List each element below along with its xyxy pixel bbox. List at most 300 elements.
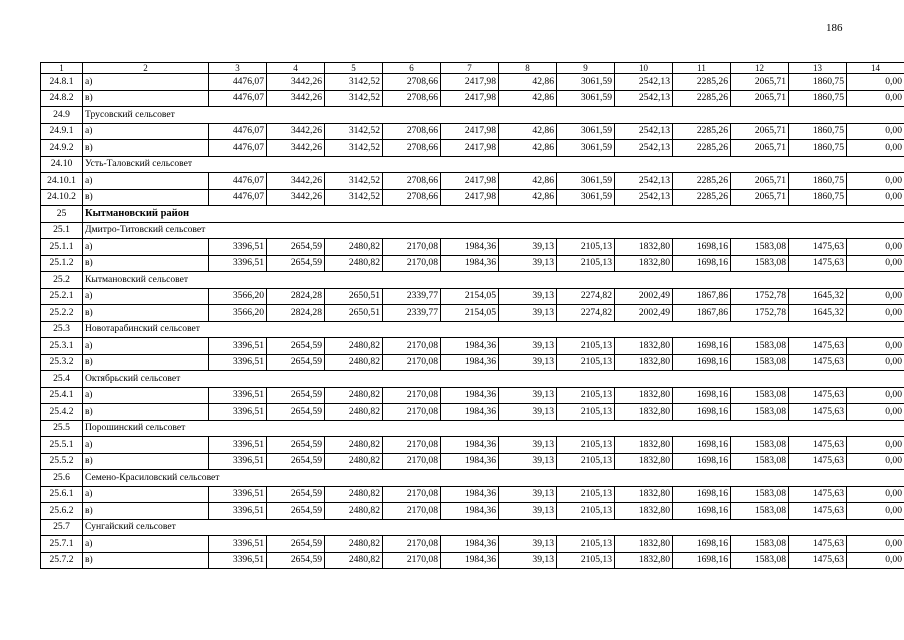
value-cell: 2417,98 <box>441 123 499 140</box>
value-cell: 1984,36 <box>441 437 499 454</box>
value-cell: 2170,08 <box>383 354 441 371</box>
value-cell: 3142,52 <box>325 189 383 206</box>
value-cell: 3566,20 <box>209 305 267 322</box>
value-cell: 2170,08 <box>383 239 441 256</box>
value-cell: 2708,66 <box>383 90 441 107</box>
value-cell: 3442,26 <box>267 140 325 157</box>
value-cell: 2105,13 <box>557 338 615 355</box>
row-code: 24.9.1 <box>41 123 83 140</box>
column-header: 11 <box>673 63 731 74</box>
value-cell: 2285,26 <box>673 140 731 157</box>
value-cell: 1698,16 <box>673 255 731 272</box>
value-cell: 2065,71 <box>731 74 789 91</box>
value-cell: 4476,07 <box>209 189 267 206</box>
value-cell: 2650,51 <box>325 305 383 322</box>
table-row <box>41 239 904 256</box>
value-cell: 39,13 <box>499 453 557 470</box>
column-header: 2 <box>83 63 209 74</box>
value-cell: 1583,08 <box>731 387 789 404</box>
value-cell: 2002,49 <box>615 305 673 322</box>
value-cell: 3061,59 <box>557 123 615 140</box>
value-cell: 1698,16 <box>673 354 731 371</box>
value-cell: 0,00 <box>847 140 904 157</box>
column-header: 7 <box>441 63 499 74</box>
value-cell: 2105,13 <box>557 354 615 371</box>
value-cell: 2170,08 <box>383 338 441 355</box>
table-row <box>41 90 904 107</box>
value-cell: 2654,59 <box>267 536 325 553</box>
section-title: Новотарабинский сельсовет <box>83 321 904 338</box>
value-cell: 1860,75 <box>789 90 847 107</box>
row-code: 25.2.2 <box>41 305 83 322</box>
value-cell: 1984,36 <box>441 239 499 256</box>
value-cell: 3442,26 <box>267 74 325 91</box>
value-cell: 1645,32 <box>789 288 847 305</box>
value-cell: 1475,63 <box>789 387 847 404</box>
column-header: 4 <box>267 63 325 74</box>
value-cell: 1832,80 <box>615 239 673 256</box>
row-label: а) <box>83 123 209 140</box>
section-title: Октябрьский сельсовет <box>83 371 904 388</box>
row-code: 24.10 <box>41 156 83 173</box>
column-header-row <box>41 63 904 74</box>
table-row <box>41 503 904 520</box>
page-number: 186 <box>826 22 843 34</box>
value-cell: 3396,51 <box>209 255 267 272</box>
row-code: 25.6 <box>41 470 83 487</box>
value-cell: 0,00 <box>847 189 904 206</box>
row-code: 25.6.1 <box>41 486 83 503</box>
value-cell: 1698,16 <box>673 503 731 520</box>
row-label: а) <box>83 486 209 503</box>
value-cell: 2105,13 <box>557 503 615 520</box>
value-cell: 3396,51 <box>209 354 267 371</box>
value-cell: 1984,36 <box>441 255 499 272</box>
section-title: Дмитро-Титовский сельсовет <box>83 222 904 239</box>
value-cell: 0,00 <box>847 404 904 421</box>
table-row <box>41 453 904 470</box>
section-row <box>41 272 904 289</box>
value-cell: 2154,05 <box>441 288 499 305</box>
section-title: Семено-Красиловский сельсовет <box>83 470 904 487</box>
value-cell: 2654,59 <box>267 239 325 256</box>
value-cell: 0,00 <box>847 173 904 190</box>
value-cell: 1698,16 <box>673 437 731 454</box>
row-label: в) <box>83 552 209 569</box>
value-cell: 2285,26 <box>673 123 731 140</box>
value-cell: 1984,36 <box>441 453 499 470</box>
row-label: а) <box>83 239 209 256</box>
section-row <box>41 519 904 536</box>
value-cell: 0,00 <box>847 437 904 454</box>
value-cell: 3061,59 <box>557 189 615 206</box>
table-row <box>41 552 904 569</box>
value-cell: 39,13 <box>499 338 557 355</box>
value-cell: 1860,75 <box>789 123 847 140</box>
value-cell: 1984,36 <box>441 486 499 503</box>
value-cell: 3442,26 <box>267 173 325 190</box>
value-cell: 1860,75 <box>789 173 847 190</box>
value-cell: 0,00 <box>847 503 904 520</box>
row-code: 25 <box>41 206 83 223</box>
value-cell: 0,00 <box>847 387 904 404</box>
value-cell: 1860,75 <box>789 140 847 157</box>
row-label: в) <box>83 305 209 322</box>
value-cell: 2285,26 <box>673 173 731 190</box>
value-cell: 1752,78 <box>731 305 789 322</box>
value-cell: 2274,82 <box>557 305 615 322</box>
value-cell: 2170,08 <box>383 387 441 404</box>
value-cell: 3396,51 <box>209 239 267 256</box>
value-cell: 2654,59 <box>267 486 325 503</box>
value-cell: 39,13 <box>499 255 557 272</box>
value-cell: 2654,59 <box>267 453 325 470</box>
column-header: 1 <box>41 63 83 74</box>
value-cell: 2154,05 <box>441 305 499 322</box>
value-cell: 1832,80 <box>615 255 673 272</box>
value-cell: 1832,80 <box>615 387 673 404</box>
value-cell: 2708,66 <box>383 189 441 206</box>
value-cell: 39,13 <box>499 288 557 305</box>
value-cell: 3142,52 <box>325 173 383 190</box>
district-title: Кытмановский район <box>83 206 904 223</box>
value-cell: 1475,63 <box>789 486 847 503</box>
value-cell: 0,00 <box>847 255 904 272</box>
value-cell: 3442,26 <box>267 189 325 206</box>
value-cell: 2654,59 <box>267 552 325 569</box>
row-code: 24.8.2 <box>41 90 83 107</box>
value-cell: 1698,16 <box>673 239 731 256</box>
value-cell: 3442,26 <box>267 90 325 107</box>
value-cell: 1832,80 <box>615 536 673 553</box>
value-cell: 0,00 <box>847 305 904 322</box>
value-cell: 2654,59 <box>267 503 325 520</box>
value-cell: 1475,63 <box>789 354 847 371</box>
value-cell: 2480,82 <box>325 387 383 404</box>
value-cell: 2417,98 <box>441 189 499 206</box>
row-label: в) <box>83 140 209 157</box>
row-code: 24.9.2 <box>41 140 83 157</box>
value-cell: 2708,66 <box>383 173 441 190</box>
value-cell: 39,13 <box>499 437 557 454</box>
row-label: в) <box>83 404 209 421</box>
value-cell: 0,00 <box>847 536 904 553</box>
section-row <box>41 107 904 124</box>
table-row <box>41 288 904 305</box>
row-label: а) <box>83 338 209 355</box>
value-cell: 2708,66 <box>383 140 441 157</box>
value-cell: 3396,51 <box>209 338 267 355</box>
section-title: Кытмановский сельсовет <box>83 272 904 289</box>
value-cell: 2417,98 <box>441 140 499 157</box>
value-cell: 1583,08 <box>731 354 789 371</box>
value-cell: 1698,16 <box>673 486 731 503</box>
row-code: 25.2 <box>41 272 83 289</box>
value-cell: 3142,52 <box>325 90 383 107</box>
value-cell: 1832,80 <box>615 486 673 503</box>
value-cell: 2480,82 <box>325 255 383 272</box>
value-cell: 2654,59 <box>267 437 325 454</box>
value-cell: 1984,36 <box>441 536 499 553</box>
value-cell: 1583,08 <box>731 338 789 355</box>
value-cell: 4476,07 <box>209 74 267 91</box>
value-cell: 2708,66 <box>383 74 441 91</box>
column-header: 5 <box>325 63 383 74</box>
row-code: 25.1.1 <box>41 239 83 256</box>
column-header: 9 <box>557 63 615 74</box>
value-cell: 2170,08 <box>383 536 441 553</box>
column-header: 8 <box>499 63 557 74</box>
value-cell: 2480,82 <box>325 404 383 421</box>
value-cell: 2480,82 <box>325 354 383 371</box>
value-cell: 2065,71 <box>731 140 789 157</box>
value-cell: 3396,51 <box>209 437 267 454</box>
value-cell: 4476,07 <box>209 90 267 107</box>
value-cell: 2170,08 <box>383 255 441 272</box>
row-code: 25.4.2 <box>41 404 83 421</box>
value-cell: 42,86 <box>499 74 557 91</box>
value-cell: 1583,08 <box>731 239 789 256</box>
value-cell: 39,13 <box>499 503 557 520</box>
value-cell: 2065,71 <box>731 123 789 140</box>
section-row <box>41 156 904 173</box>
value-cell: 2708,66 <box>383 123 441 140</box>
value-cell: 3396,51 <box>209 503 267 520</box>
value-cell: 2650,51 <box>325 288 383 305</box>
table-row <box>41 486 904 503</box>
value-cell: 39,13 <box>499 552 557 569</box>
section-row <box>41 222 904 239</box>
value-cell: 2170,08 <box>383 552 441 569</box>
value-cell: 2105,13 <box>557 437 615 454</box>
section-title: Трусовский сельсовет <box>83 107 904 124</box>
value-cell: 1475,63 <box>789 255 847 272</box>
table-row <box>41 189 904 206</box>
value-cell: 1583,08 <box>731 486 789 503</box>
value-cell: 2105,13 <box>557 453 615 470</box>
value-cell: 1860,75 <box>789 74 847 91</box>
value-cell: 3061,59 <box>557 140 615 157</box>
value-cell: 2285,26 <box>673 74 731 91</box>
value-cell: 2480,82 <box>325 536 383 553</box>
row-label: а) <box>83 173 209 190</box>
value-cell: 1752,78 <box>731 288 789 305</box>
value-cell: 2105,13 <box>557 387 615 404</box>
value-cell: 3396,51 <box>209 486 267 503</box>
value-cell: 0,00 <box>847 90 904 107</box>
value-cell: 1984,36 <box>441 338 499 355</box>
value-cell: 42,86 <box>499 140 557 157</box>
value-cell: 1984,36 <box>441 387 499 404</box>
table-row <box>41 255 904 272</box>
section-title: Усть-Таловский сельсовет <box>83 156 904 173</box>
value-cell: 2170,08 <box>383 437 441 454</box>
table-row <box>41 74 904 91</box>
table-body <box>41 63 904 569</box>
value-cell: 2542,13 <box>615 123 673 140</box>
value-cell: 1475,63 <box>789 552 847 569</box>
value-cell: 2105,13 <box>557 486 615 503</box>
value-cell: 2274,82 <box>557 288 615 305</box>
value-cell: 39,13 <box>499 354 557 371</box>
row-code: 25.3.1 <box>41 338 83 355</box>
value-cell: 2480,82 <box>325 338 383 355</box>
value-cell: 2417,98 <box>441 74 499 91</box>
value-cell: 3396,51 <box>209 387 267 404</box>
value-cell: 0,00 <box>847 453 904 470</box>
row-code: 25.1 <box>41 222 83 239</box>
row-label: в) <box>83 189 209 206</box>
column-header: 10 <box>615 63 673 74</box>
row-label: в) <box>83 503 209 520</box>
value-cell: 1475,63 <box>789 536 847 553</box>
value-cell: 39,13 <box>499 536 557 553</box>
value-cell: 1583,08 <box>731 404 789 421</box>
row-code: 25.7.2 <box>41 552 83 569</box>
row-code: 25.1.2 <box>41 255 83 272</box>
row-label: а) <box>83 536 209 553</box>
value-cell: 1860,75 <box>789 189 847 206</box>
value-cell: 3396,51 <box>209 453 267 470</box>
row-label: а) <box>83 288 209 305</box>
value-cell: 1698,16 <box>673 453 731 470</box>
value-cell: 0,00 <box>847 338 904 355</box>
value-cell: 2065,71 <box>731 189 789 206</box>
value-cell: 3142,52 <box>325 140 383 157</box>
row-code: 24.8.1 <box>41 74 83 91</box>
value-cell: 2654,59 <box>267 255 325 272</box>
table-row <box>41 354 904 371</box>
value-cell: 39,13 <box>499 305 557 322</box>
section-row <box>41 470 904 487</box>
value-cell: 39,13 <box>499 239 557 256</box>
table-row <box>41 140 904 157</box>
value-cell: 1832,80 <box>615 437 673 454</box>
row-label: в) <box>83 90 209 107</box>
value-cell: 2065,71 <box>731 173 789 190</box>
value-cell: 2105,13 <box>557 552 615 569</box>
value-cell: 1984,36 <box>441 503 499 520</box>
column-header: 14 <box>847 63 904 74</box>
row-code: 25.5 <box>41 420 83 437</box>
section-row <box>41 420 904 437</box>
value-cell: 42,86 <box>499 123 557 140</box>
value-cell: 2824,28 <box>267 305 325 322</box>
value-cell: 2480,82 <box>325 437 383 454</box>
district-row <box>41 206 904 223</box>
value-cell: 2105,13 <box>557 239 615 256</box>
value-cell: 2654,59 <box>267 387 325 404</box>
column-header: 3 <box>209 63 267 74</box>
value-cell: 1583,08 <box>731 437 789 454</box>
value-cell: 1475,63 <box>789 503 847 520</box>
value-cell: 2480,82 <box>325 486 383 503</box>
table-row <box>41 338 904 355</box>
value-cell: 2542,13 <box>615 173 673 190</box>
value-cell: 0,00 <box>847 74 904 91</box>
value-cell: 2542,13 <box>615 74 673 91</box>
value-cell: 2542,13 <box>615 189 673 206</box>
value-cell: 2285,26 <box>673 90 731 107</box>
value-cell: 1867,86 <box>673 305 731 322</box>
row-code: 25.5.2 <box>41 453 83 470</box>
value-cell: 3061,59 <box>557 90 615 107</box>
value-cell: 3142,52 <box>325 123 383 140</box>
row-label: в) <box>83 453 209 470</box>
row-label: а) <box>83 387 209 404</box>
value-cell: 1984,36 <box>441 404 499 421</box>
value-cell: 1867,86 <box>673 288 731 305</box>
value-cell: 39,13 <box>499 486 557 503</box>
value-cell: 39,13 <box>499 387 557 404</box>
value-cell: 0,00 <box>847 552 904 569</box>
value-cell: 42,86 <box>499 173 557 190</box>
row-code: 24.9 <box>41 107 83 124</box>
section-row <box>41 321 904 338</box>
value-cell: 3566,20 <box>209 288 267 305</box>
value-cell: 2480,82 <box>325 239 383 256</box>
value-cell: 1583,08 <box>731 453 789 470</box>
value-cell: 2417,98 <box>441 173 499 190</box>
value-cell: 3061,59 <box>557 74 615 91</box>
row-label: в) <box>83 354 209 371</box>
value-cell: 4476,07 <box>209 123 267 140</box>
value-cell: 2065,71 <box>731 90 789 107</box>
value-cell: 1698,16 <box>673 338 731 355</box>
row-code: 25.3 <box>41 321 83 338</box>
value-cell: 2105,13 <box>557 255 615 272</box>
value-cell: 1475,63 <box>789 338 847 355</box>
table-row <box>41 437 904 454</box>
table-row <box>41 305 904 322</box>
value-cell: 1645,32 <box>789 305 847 322</box>
value-cell: 2480,82 <box>325 503 383 520</box>
value-cell: 2339,77 <box>383 288 441 305</box>
value-cell: 1475,63 <box>789 453 847 470</box>
value-cell: 1583,08 <box>731 255 789 272</box>
value-cell: 42,86 <box>499 90 557 107</box>
row-code: 25.3.2 <box>41 354 83 371</box>
value-cell: 2170,08 <box>383 503 441 520</box>
tariff-table <box>40 62 904 569</box>
row-label: а) <box>83 74 209 91</box>
value-cell: 1698,16 <box>673 404 731 421</box>
value-cell: 1475,63 <box>789 437 847 454</box>
value-cell: 1583,08 <box>731 503 789 520</box>
value-cell: 2170,08 <box>383 486 441 503</box>
value-cell: 1583,08 <box>731 536 789 553</box>
value-cell: 2542,13 <box>615 140 673 157</box>
table-row <box>41 404 904 421</box>
value-cell: 3396,51 <box>209 404 267 421</box>
value-cell: 1698,16 <box>673 536 731 553</box>
value-cell: 4476,07 <box>209 173 267 190</box>
row-label: а) <box>83 437 209 454</box>
value-cell: 39,13 <box>499 404 557 421</box>
column-header: 13 <box>789 63 847 74</box>
value-cell: 1475,63 <box>789 239 847 256</box>
value-cell: 1583,08 <box>731 552 789 569</box>
value-cell: 2824,28 <box>267 288 325 305</box>
value-cell: 1698,16 <box>673 387 731 404</box>
section-title: Порошинский сельсовет <box>83 420 904 437</box>
value-cell: 0,00 <box>847 288 904 305</box>
table-row <box>41 123 904 140</box>
value-cell: 2480,82 <box>325 552 383 569</box>
value-cell: 2654,59 <box>267 338 325 355</box>
value-cell: 2002,49 <box>615 288 673 305</box>
value-cell: 3396,51 <box>209 552 267 569</box>
